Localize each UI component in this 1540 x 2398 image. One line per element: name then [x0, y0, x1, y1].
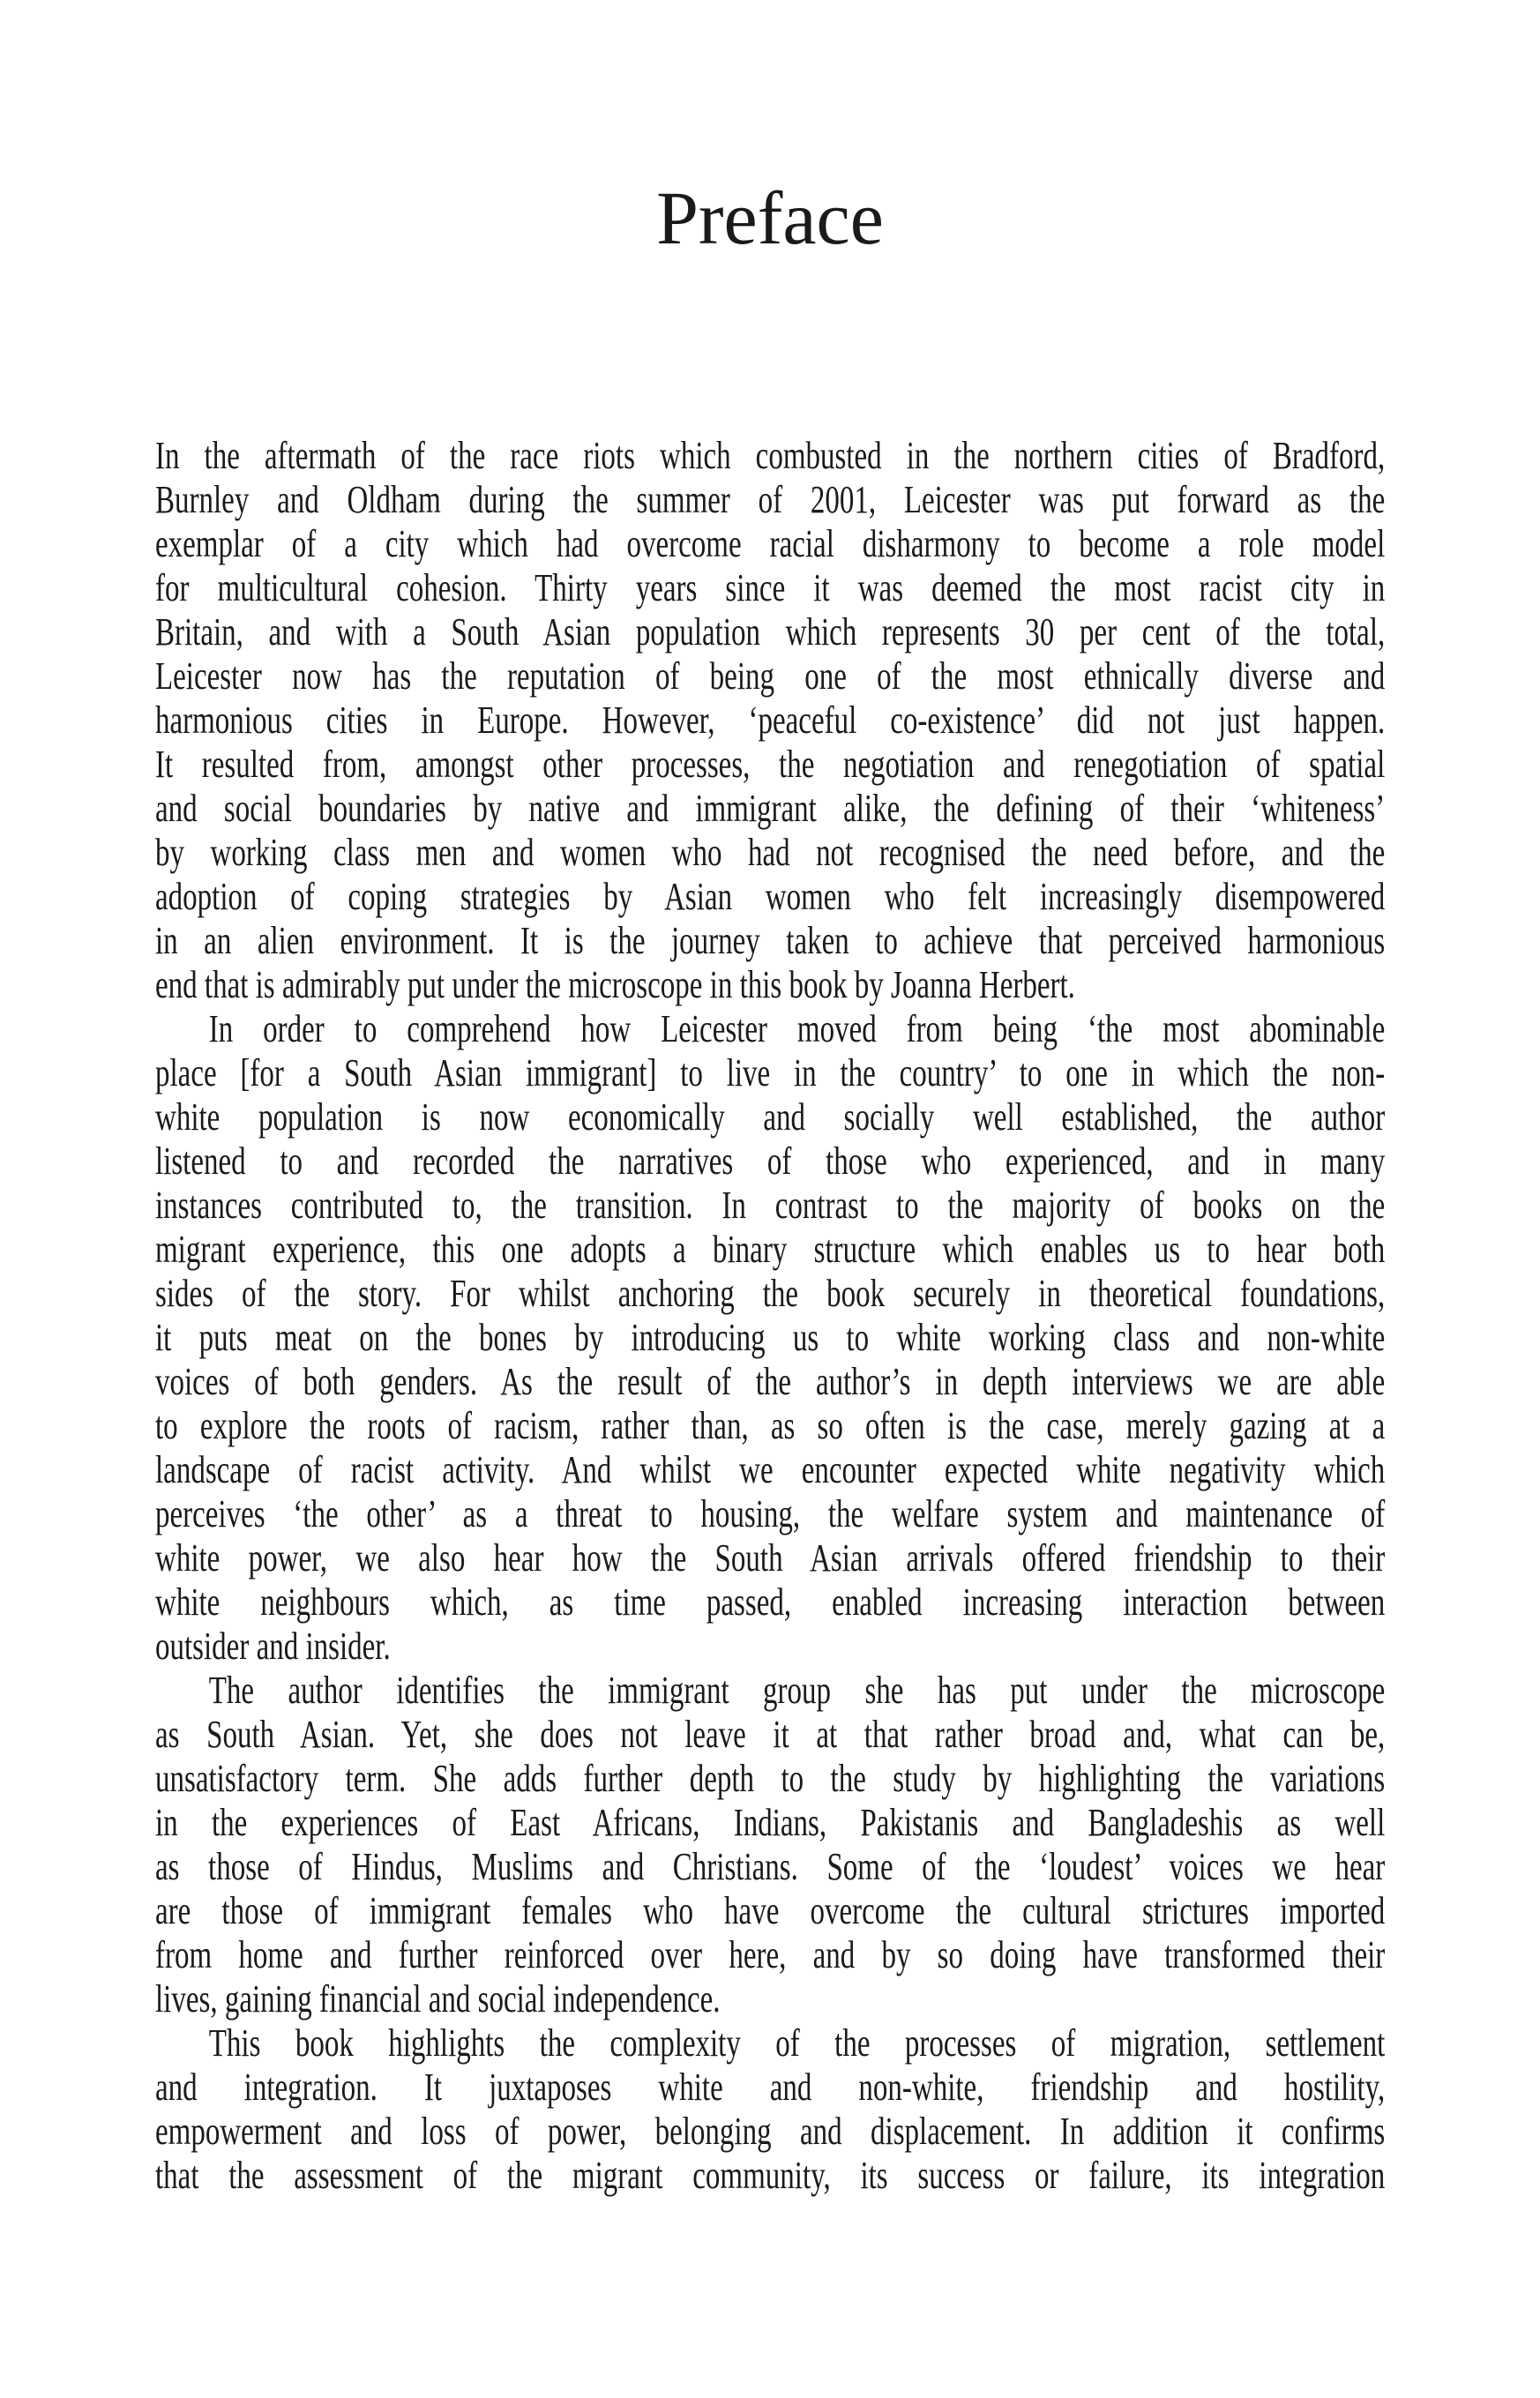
page-title: Preface: [656, 176, 884, 260]
text-line: This book highlights the complexity of the processes of migration, settlement: [208, 2021, 1386, 2065]
text-line: In the aftermath of the race riots which combusted in the northern cities of Bradford,: [155, 434, 1386, 477]
paragraph: [155, 2021, 1385, 2198]
text-line: and social boundaries by native and immigrant alike, the defining of their ‘whiteness’: [155, 787, 1386, 830]
text-line: in an alien environment. It is the journey taken to achieve that perceived harmonious: [155, 919, 1386, 962]
text-line: It resulted from, amongst other processes, the negotiation and renegotiation of spatial: [155, 743, 1386, 786]
text-line: Leicester now has the reputation of being one of the most ethnically diverse and: [155, 654, 1386, 698]
text-line: The author identifies the immigrant group she has put under the microscope: [208, 1669, 1386, 1712]
text-line: empowerment and loss of power, belonging and displacement. In addition it confirms: [155, 2110, 1386, 2153]
text-line: place [for a South Asian immigrant] to live in the country’ to one in which the non-: [155, 1051, 1386, 1094]
text-line: perceives ‘the other’ as a threat to housing, the welfare system and maintenance of: [155, 1492, 1386, 1535]
paragraph: [155, 1669, 1385, 2021]
text-line: it puts meat on the bones by introducing us to white working class and non-white: [155, 1316, 1386, 1359]
text-line: outsider and insider.: [155, 1625, 391, 1668]
text-line: from home and further reinforced over here, and by so doing have transformed their: [155, 1933, 1386, 1976]
text-line: and integration. It juxtaposes white and non-white, friendship and hostility,: [155, 2066, 1386, 2109]
text-line: Burnley and Oldham during the summer of 2001, Leicester was put forward as the: [155, 478, 1386, 521]
text-line: for multicultural cohesion. Thirty years since it was deemed the most racist city in: [155, 566, 1386, 609]
text-line: Britain, and with a South Asian population which represents 30 per cent of the total,: [155, 610, 1386, 654]
text-line: by working class men and women who had not recognised the need before, and the: [155, 831, 1386, 874]
paragraph: [155, 1007, 1385, 1669]
paragraph: [155, 434, 1385, 1007]
text-line: are those of immigrant females who have overcome the cultural strictures imported: [155, 1889, 1386, 1932]
text-line: sides of the story. For whilst anchoring the book securely in theoretical foundations,: [155, 1272, 1386, 1315]
preface-body: [155, 434, 1385, 2198]
text-line: In order to comprehend how Leicester moved from being ‘the most abominable: [208, 1007, 1386, 1050]
text-line: instances contributed to, the transition. In contrast to the majority of books on the: [155, 1184, 1386, 1227]
text-line: as South Asian. Yet, she does not leave it at that rather broad and, what can be,: [155, 1713, 1386, 1756]
text-line: voices of both genders. As the result of the author’s in depth interviews we are able: [155, 1360, 1386, 1403]
text-line: unsatisfactory term. She adds further depth to the study by highlighting the variations: [155, 1757, 1386, 1800]
text-line: that the assessment of the migrant community, its success or failure, its integration: [155, 2154, 1386, 2197]
text-line: to explore the roots of racism, rather than, as so often is the case, merely gazing at a: [155, 1404, 1386, 1447]
text-line: white power, we also hear how the South Asian arrivals offered friendship to their: [155, 1536, 1386, 1580]
text-line: white neighbours which, as time passed, enabled increasing interaction between: [155, 1580, 1386, 1624]
text-line: as those of Hindus, Muslims and Christians. Some of the ‘loudest’ voices we hear: [155, 1845, 1386, 1888]
text-line: adoption of coping strategies by Asian women who felt increasingly disempowered: [155, 875, 1386, 918]
text-line: harmonious cities in Europe. However, ‘peaceful co-existence’ did not just happen.: [155, 698, 1386, 742]
text-line: in the experiences of East Africans, Indians, Pakistanis and Bangladeshis as well: [155, 1801, 1386, 1844]
text-line: end that is admirably put under the microscope in this book by Joanna Herbert.: [155, 963, 1075, 1006]
text-line: white population is now economically and socially well established, the author: [155, 1095, 1386, 1139]
text-line: lives, gaining financial and social independence.: [155, 1977, 721, 2021]
text-line: landscape of racist activity. And whilst we encounter expected white negativity which: [155, 1448, 1386, 1491]
text-line: exemplar of a city which had overcome racial disharmony to become a role model: [155, 522, 1386, 565]
text-line: listened to and recorded the narratives of those who experienced, and in many: [155, 1139, 1386, 1183]
text-line: migrant experience, this one adopts a binary structure which enables us to hear both: [155, 1228, 1386, 1271]
